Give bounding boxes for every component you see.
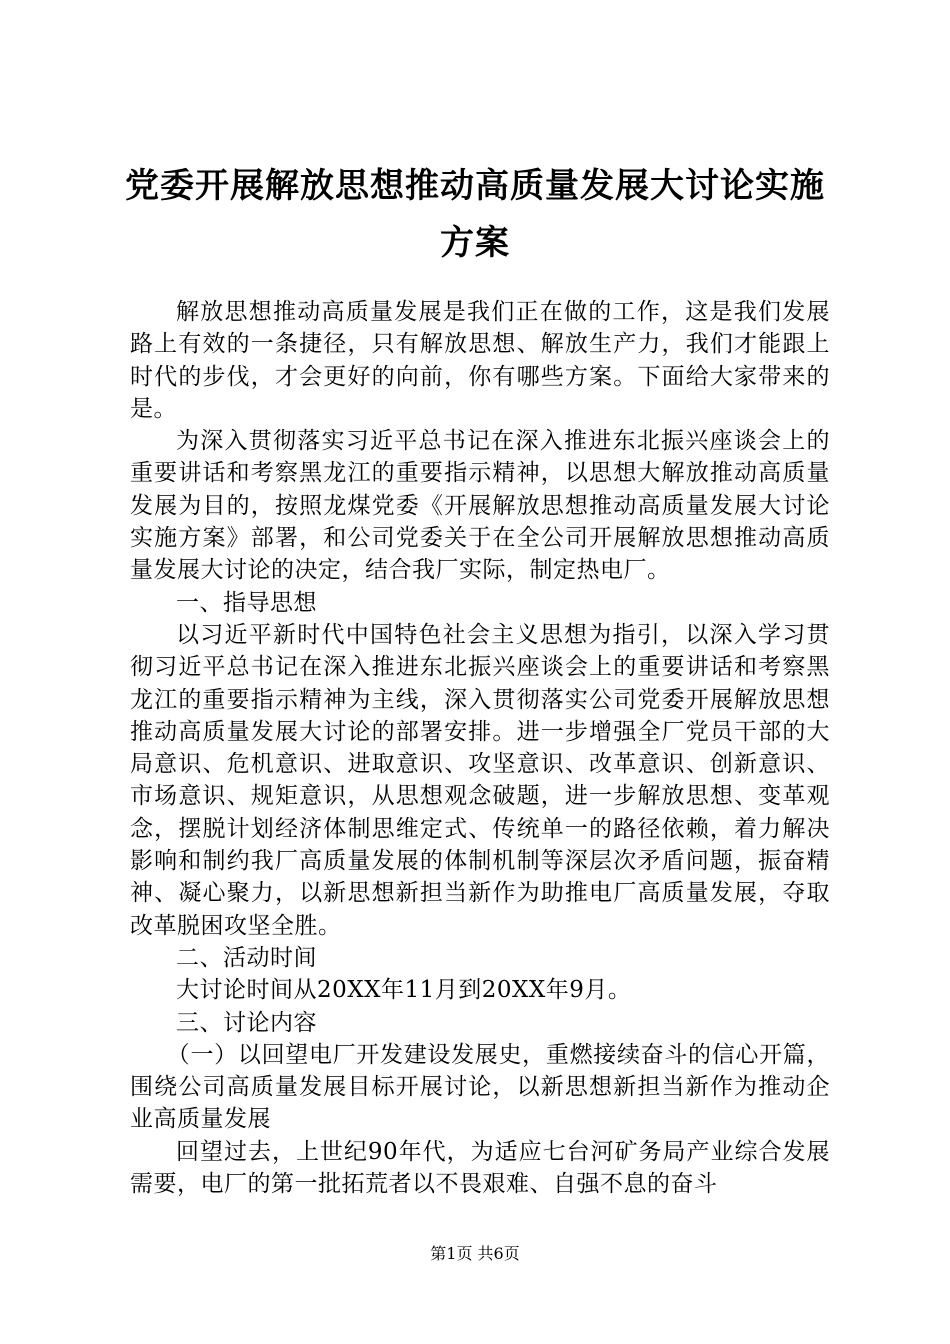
paragraph-intro: 解放思想推动高质量发展是我们正在做的工作，这是我们发展路上有效的一条捷径，只有解放思想、解放生产力，我们才能跟上时代的步伐，才会更好的向前，你有哪些方案。下面给大家带来的是。 [130, 299, 830, 422]
page-number-footer: 第1页 共6页 [430, 1244, 520, 1263]
document-body [130, 296, 830, 1200]
paragraph-guiding-thought: 以习近平新时代中国特色社会主义思想为指引，以深入学习贯彻习近平总书记在深入推进东北振兴座谈会上的重要讲话和考察黑龙江的重要指示精神为主线，深入贯彻落实公司党委开展解放思想推动高质量发展大讨论的部署安排。进一步增强全厂党员干部的大局意识、危机意识、进取意识、攻坚意识、改革意识、创新意识、市场意识、规矩意识，从思想观念破题，进一步解放思想、变革观念，摆脱计划经济体制思维定式、传统单一的路径依赖，着力解决影响和制约我厂高质量发展的体制机制等深层次矛盾问题，振奋精神、凝心聚力，以新思想新担当新作为助推电厂高质量发展，夺取改革脱困攻坚全胜。 [130, 621, 830, 939]
paragraph-activity-time: 大讨论时间从20XX年11月到20XX年9月。 [176, 977, 632, 1004]
section-heading-guiding-thought: 一、指导思想 [176, 589, 317, 616]
paragraph-purpose: 为深入贯彻落实习近平总书记在深入推进东北振兴座谈会上的重要讲话和考察黑龙江的重要指示精神，以思想大解放推动高质量发展为目的，按照龙煤党委《开展解放思想推动高质量发展大讨论实施方案》部署，和公司党委关于在全公司开展解放思想推动高质量发展大讨论的决定，结合我厂实际，制定热电厂。 [130, 428, 830, 584]
document-title: 党委开展解放思想推动高质量发展大讨论实施方案 [125, 166, 825, 263]
section-heading-activity-time: 二、活动时间 [176, 944, 317, 971]
section-heading-discussion-content: 三、讨论内容 [176, 1009, 317, 1036]
paragraph-review-history: 回望过去，上世纪90年代，为适应七台河矿务局产业综合发展需要，电厂的第一批拓荒者以不畏艰难、自强不息的奋斗 [130, 1138, 830, 1198]
subsection-heading-review-history: （一）以回望电厂开发建设发展史，重燃接续奋斗的信心开篇，围绕公司高质量发展目标开展讨论，以新思想新担当新作为推动企业高质量发展 [130, 1041, 830, 1133]
